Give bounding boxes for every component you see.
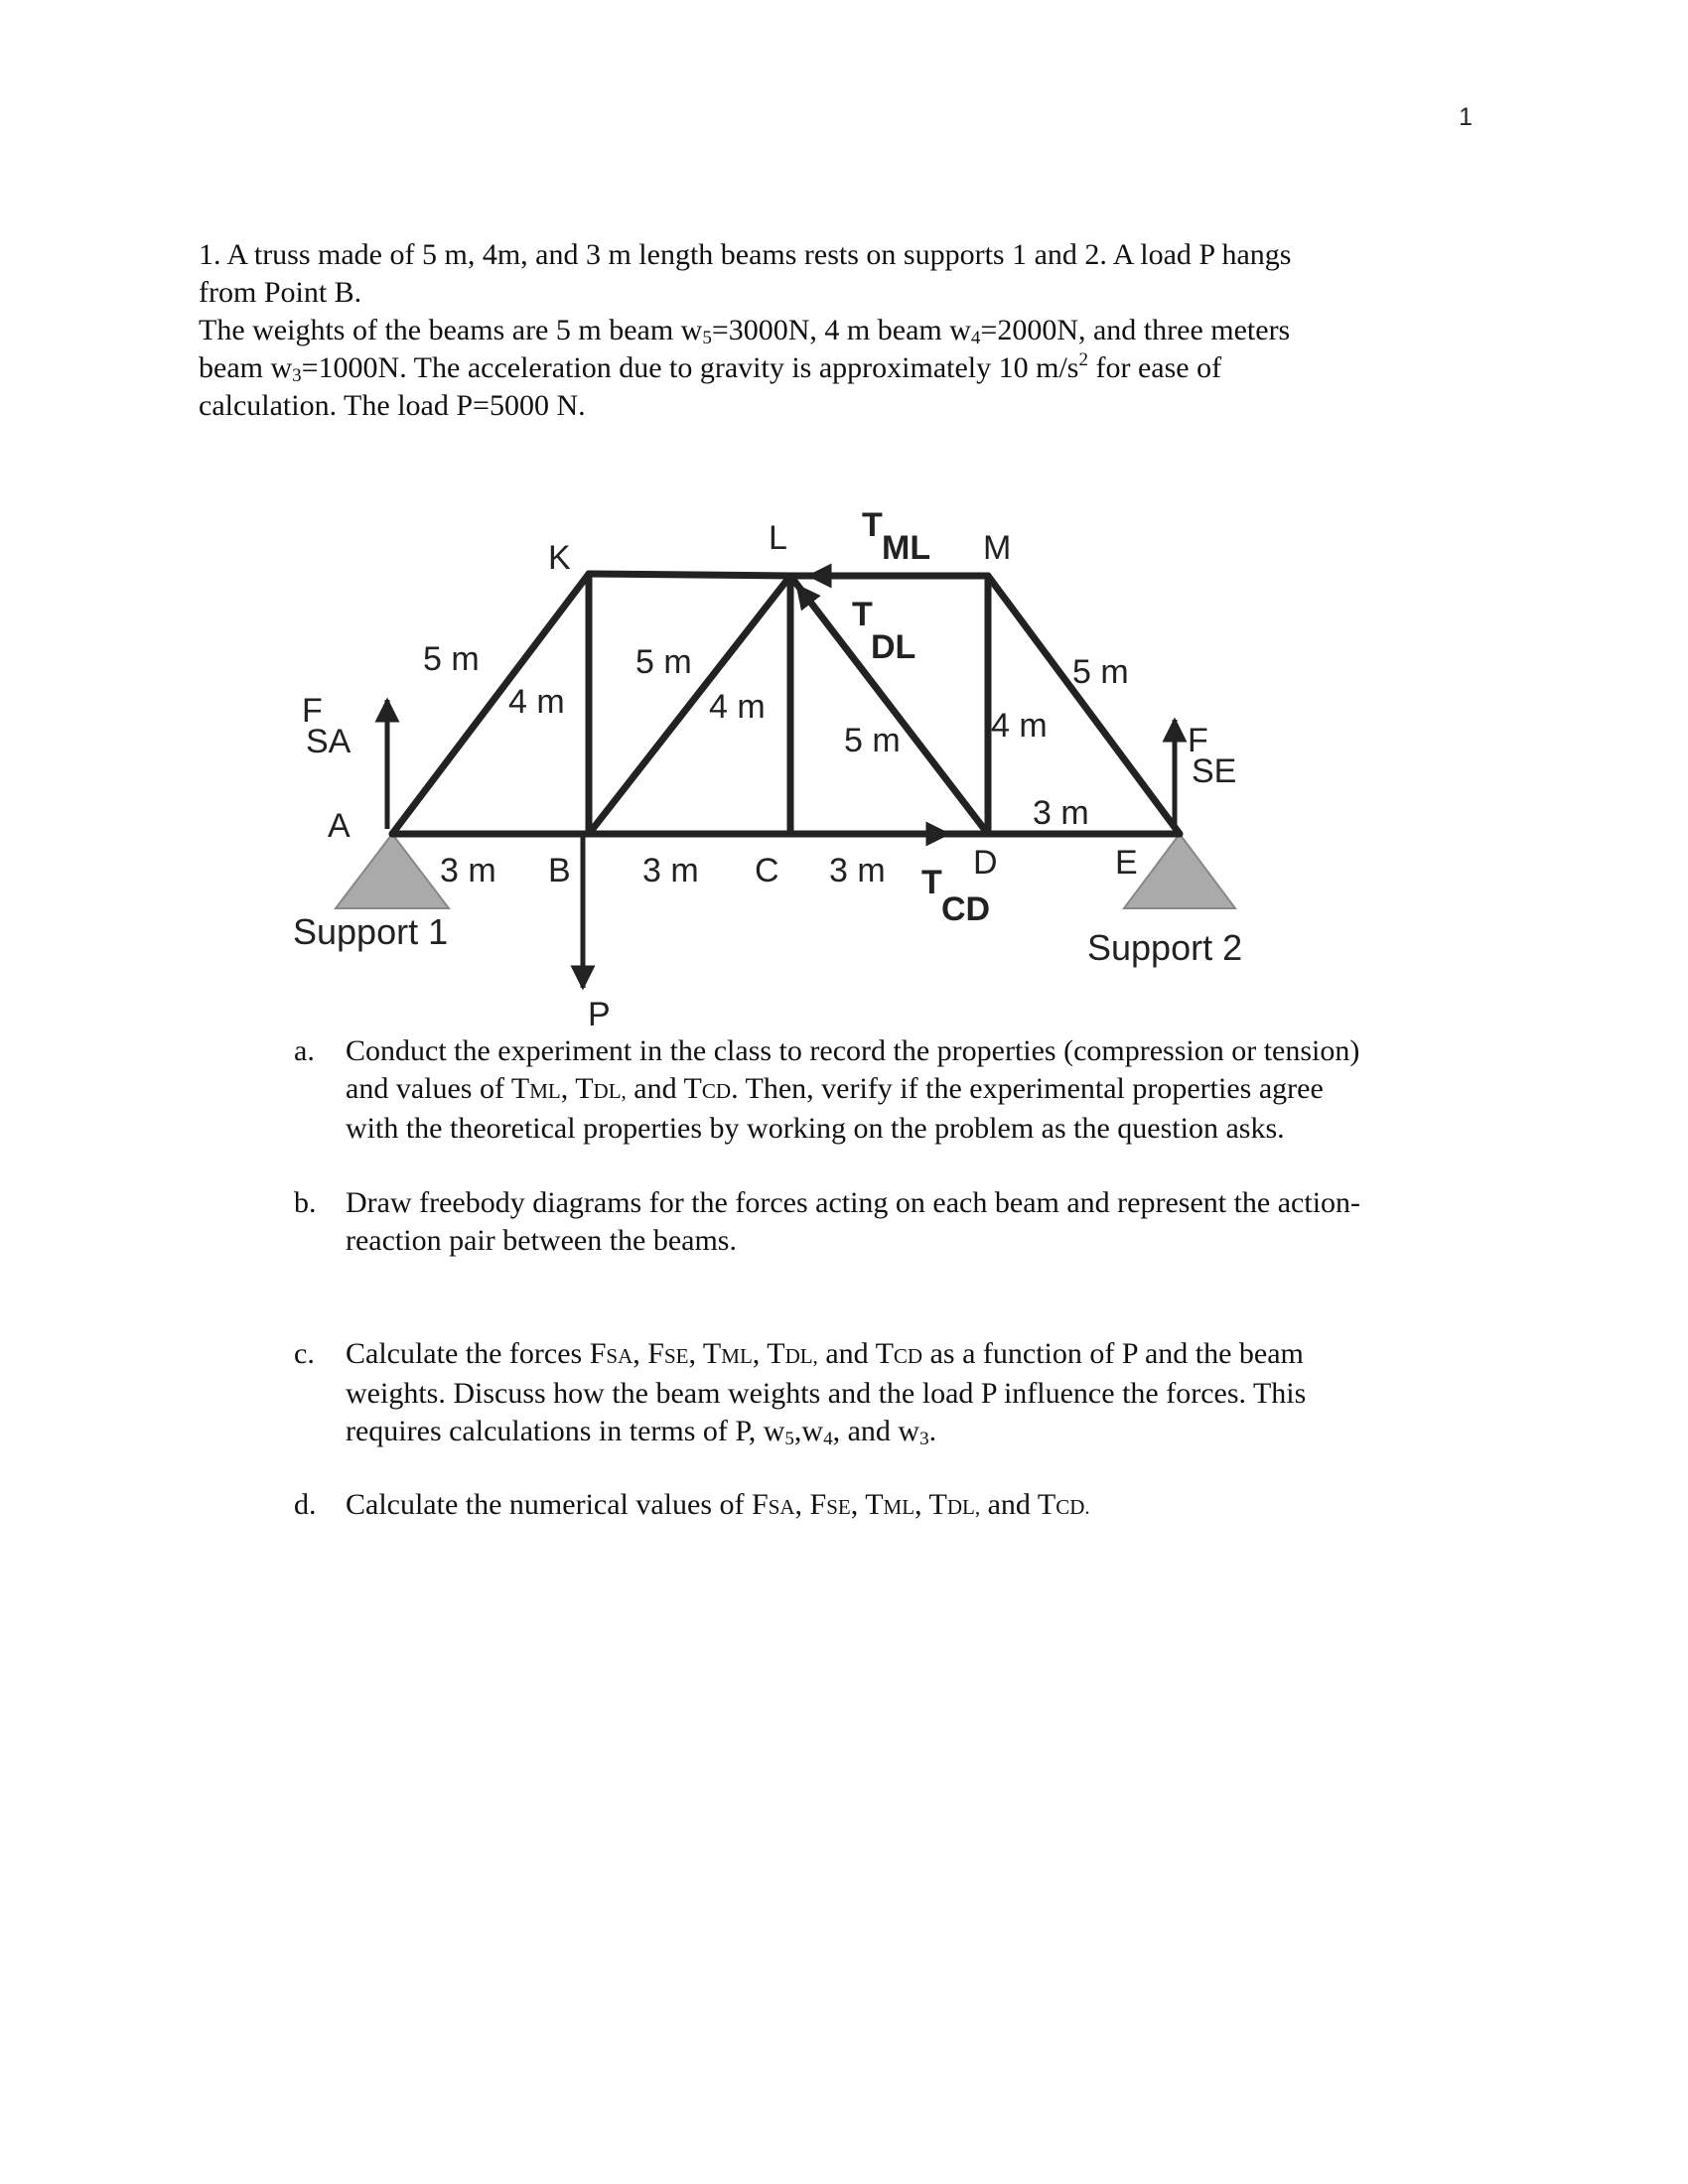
support-1-triangle [336, 834, 449, 908]
question-a-marker: a. [294, 1034, 315, 1067]
label-f-sa-f: F [302, 692, 323, 730]
support-2-triangle [1124, 834, 1235, 908]
problem-line-1: 1. A truss made of 5 m, 4m, and 3 m length beams rests on supports 1 and 2. A load P hangs [199, 238, 1292, 271]
question-a-line-2: and values of TML, TDL, and TCD. Then, verify if the experimental properties agree [346, 1072, 1324, 1105]
question-d-line-1: Calculate the numerical values of FSA, FSE, TML, TDL, and TCD. [346, 1488, 1090, 1521]
question-b-line-2: reaction pair between the beams. [346, 1224, 737, 1257]
length-kb: 4 m [508, 683, 565, 721]
node-label-d: D [973, 844, 998, 882]
support-1-label: Support 1 [293, 911, 449, 952]
question-a-line-1: Conduct the experiment in the class to record the properties (compression or tension) [346, 1034, 1360, 1067]
label-t-cd-t: T [921, 864, 942, 901]
label-t-ml-sub: ML [882, 529, 931, 567]
label-f-se-sub: SE [1192, 752, 1237, 790]
label-t-ml-t: T [862, 506, 883, 544]
arrow-t-dl [797, 586, 836, 635]
length-cd: 3 m [829, 852, 886, 889]
node-label-m: M [983, 529, 1012, 567]
length-bc: 3 m [642, 852, 699, 889]
length-bl: 5 m [635, 643, 692, 681]
length-me: 5 m [1072, 653, 1129, 691]
length-de: 3 m [1033, 794, 1089, 832]
node-label-b: B [548, 852, 571, 889]
page-number: 1 [1459, 103, 1473, 131]
node-label-c: C [755, 852, 779, 889]
problem-statement [199, 236, 1489, 425]
problem-line-3: The weights of the beams are 5 m beam $w_5=3000N$, 4 m beam $w_4=2000N$, and three meters [199, 314, 1291, 348]
question-c-marker: c. [294, 1337, 315, 1370]
question-c-line-3: requires calculations in terms of P, $w_5,w_4$, and $w_3$. [346, 1415, 937, 1449]
question-c-line-2: weights. Discuss how the beam weights and the load P influence the forces. This [346, 1377, 1307, 1410]
question-b-line-1: Draw freebody diagrams for the forces acting on each beam and represent the action- [346, 1186, 1361, 1219]
beam-kl [589, 574, 790, 576]
length-ld: 5 m [844, 722, 901, 759]
label-f-sa-sub: SA [306, 723, 352, 760]
length-ab: 3 m [440, 852, 496, 889]
node-label-e: E [1115, 844, 1138, 882]
problem-line-2: from Point B. [199, 276, 362, 309]
node-label-l: L [769, 519, 787, 557]
length-md: 4 m [991, 707, 1048, 745]
problem-line-5: calculation. The load P=5000 N. [199, 389, 586, 422]
label-t-dl-sub: DL [871, 628, 916, 666]
problem-line-4: beam $w_3=1000N$. The acceleration due to gravity is approximately 10 $m/s^2$ for ease of [199, 349, 1222, 386]
node-label-a: A [328, 807, 351, 845]
question-d-marker: d. [294, 1488, 317, 1521]
label-f-se-f: F [1188, 722, 1208, 759]
length-lc: 4 m [709, 688, 766, 726]
label-p: P [588, 996, 611, 1027]
question-b-marker: b. [294, 1186, 317, 1219]
label-t-cd-sub: CD [941, 890, 991, 928]
node-label-k: K [548, 539, 571, 577]
support-2-label: Support 2 [1087, 927, 1243, 968]
length-ak: 5 m [423, 640, 480, 678]
label-t-dl-t: T [852, 596, 873, 633]
question-a-line-3: with the theoretical properties by working on the problem as the question asks. [346, 1112, 1285, 1145]
question-c-line-1: Calculate the forces FSA, FSE, TML, TDL, and TCD as a function of P and the beam [346, 1337, 1304, 1370]
truss-diagram [278, 491, 1321, 1027]
